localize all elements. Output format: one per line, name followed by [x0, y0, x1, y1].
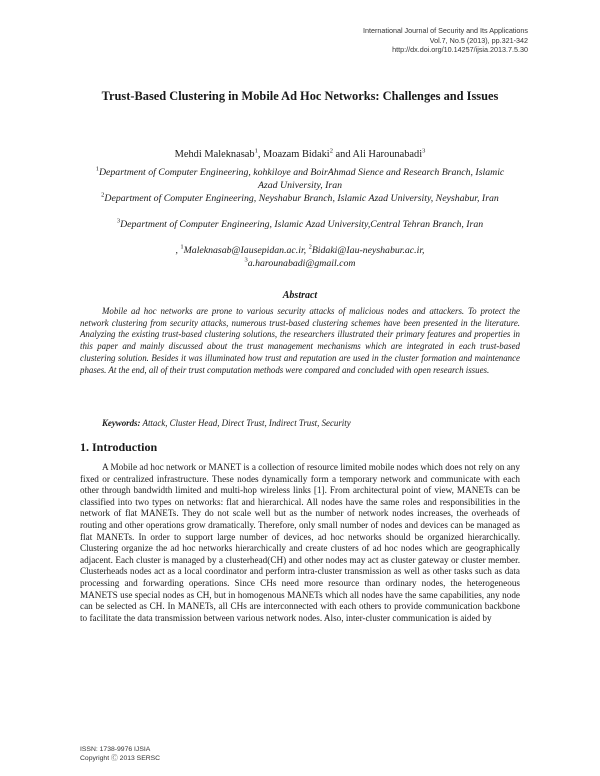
author-name: Mehdi Maleknasab — [174, 149, 255, 160]
keywords-text: Attack, Cluster Head, Direct Trust, Indirect Trust, Security — [140, 418, 351, 428]
journal-doi: http://dx.doi.org/10.14257/ijsia.2013.7.5.30 — [392, 45, 528, 55]
journal-header — [363, 26, 528, 55]
email-marker: 1 — [180, 243, 184, 251]
keywords — [102, 418, 522, 429]
journal-volume: Vol.7, No.5 (2013), pp.321-342 — [429, 35, 528, 45]
email-marker: 2 — [308, 243, 312, 251]
author-marker: 2 — [329, 147, 333, 155]
author-name: , Moazam Bidaki — [257, 149, 330, 160]
affiliation-text: Department of Computer Engineering, Islamic Azad University,Central Tehran Branch, Iran — [120, 219, 484, 230]
email-separator: , — [175, 245, 181, 256]
affiliation-3 — [95, 219, 505, 232]
author-emails — [95, 245, 505, 270]
paper-title: Trust-Based Clustering in Mobile Ad Hoc Networks: Challenges and Issues — [101, 89, 499, 103]
footer-issn: ISSN: 1738-9976 IJSIA — [80, 746, 151, 753]
affiliation-1 — [95, 167, 505, 192]
affiliation-marker: 2 — [101, 191, 105, 199]
email-link-2[interactable]: Bidaki@Iau-neyshabur.ac.ir, — [311, 245, 425, 256]
author-marker: 3 — [422, 147, 426, 155]
affiliation-text: Department of Computer Engineering, kohkiloye and BoirAhmad Sience and Research Branch, Islamic Azad University, Iran — [98, 167, 505, 191]
author-marker: 1 — [254, 147, 258, 155]
email-marker: 3 — [244, 256, 248, 264]
page-footer — [80, 745, 160, 763]
body-paragraph: A Mobile ad hoc network or MANET is a collection of resource limited mobile nodes which does not rely on any fixed or centralized infrastructure. These nodes dynamically form a temporary network and communicate with each other through bandwidth limited and multi-hop wireless links [1]. From architectural point of view, MANETs can be classified into two types on networks: flat and hierarchical. All nodes have the same roles and responsibilities in the network of flat MANETs. They do not scale well but as the number of network nodes increases, the overheads of routing and other operations grow dramatically. Therefore, only small number of nodes and devices can be managed as flat MANETs. In order to support large number of devices, ad hoc networks should be organized hierarchically. Clustering organize the ad hoc networks hierarchically and create clusters of ad hoc nodes which are geographically adjacent. Each cluster is managed by a clusterhead(CH) and other nodes may act as cluster gateway or cluster member. Clusterheads nodes act as a local coordinator and perform intra-cluster transmission as well as other tasks such as data processing and forwarding operations. Since CHs need more resource than ordinary nodes, the heterogeneous MANETS use special nodes as CH, but in homogenous MANETs which all nodes have the same capabilities, any node can be selected as CH. In MANETs, all CHs are interconnected with each others to provide communication backbone to facilitate the data transmission between various network nodes. Also, inter-cluster communication is aided by — [80, 462, 520, 623]
affiliation-marker: 3 — [116, 217, 121, 225]
affiliation-2 — [95, 193, 505, 206]
email-link-3[interactable]: a.harounabadi@gmail.com — [247, 257, 356, 269]
email-link-1[interactable]: Maleknasab@Iausepidan.ac.ir, — [183, 245, 309, 256]
section-heading: 1. Introduction — [80, 440, 158, 454]
journal-name: International Journal of Security and Its Applications — [362, 26, 528, 35]
author-list — [80, 148, 520, 161]
footer-copyright: Copyright Ⓒ 2013 SERSC — [80, 755, 161, 762]
keywords-label: Keywords: — [102, 418, 141, 428]
affiliation-marker: 1 — [95, 165, 99, 173]
abstract-heading: Abstract — [282, 290, 318, 301]
abstract-text: Mobile ad hoc networks are prone to various security attacks of malicious nodes and attackers. To protect the network clustering from security attacks, numerous trust-based clustering schemes have been presented in the literature. Analyzing the existing trust-based clustering solutions, the researchers illustrated their primary features and properties in this paper and mainly discussed about the trust management mechanisms which are integrated in each trust-based clustering solution. Besides it was illuminated how trust and reputation are used in the cluster formation and maintenance phases. At the end, all of their trust computation methods were compared and concluded with open research issues. — [80, 306, 520, 375]
author-name: and Ali Harounabadi — [332, 149, 423, 160]
affiliation-text: Department of Computer Engineering, Neyshabur Branch, Islamic Azad University, Neyshabur, Iran — [104, 193, 499, 204]
